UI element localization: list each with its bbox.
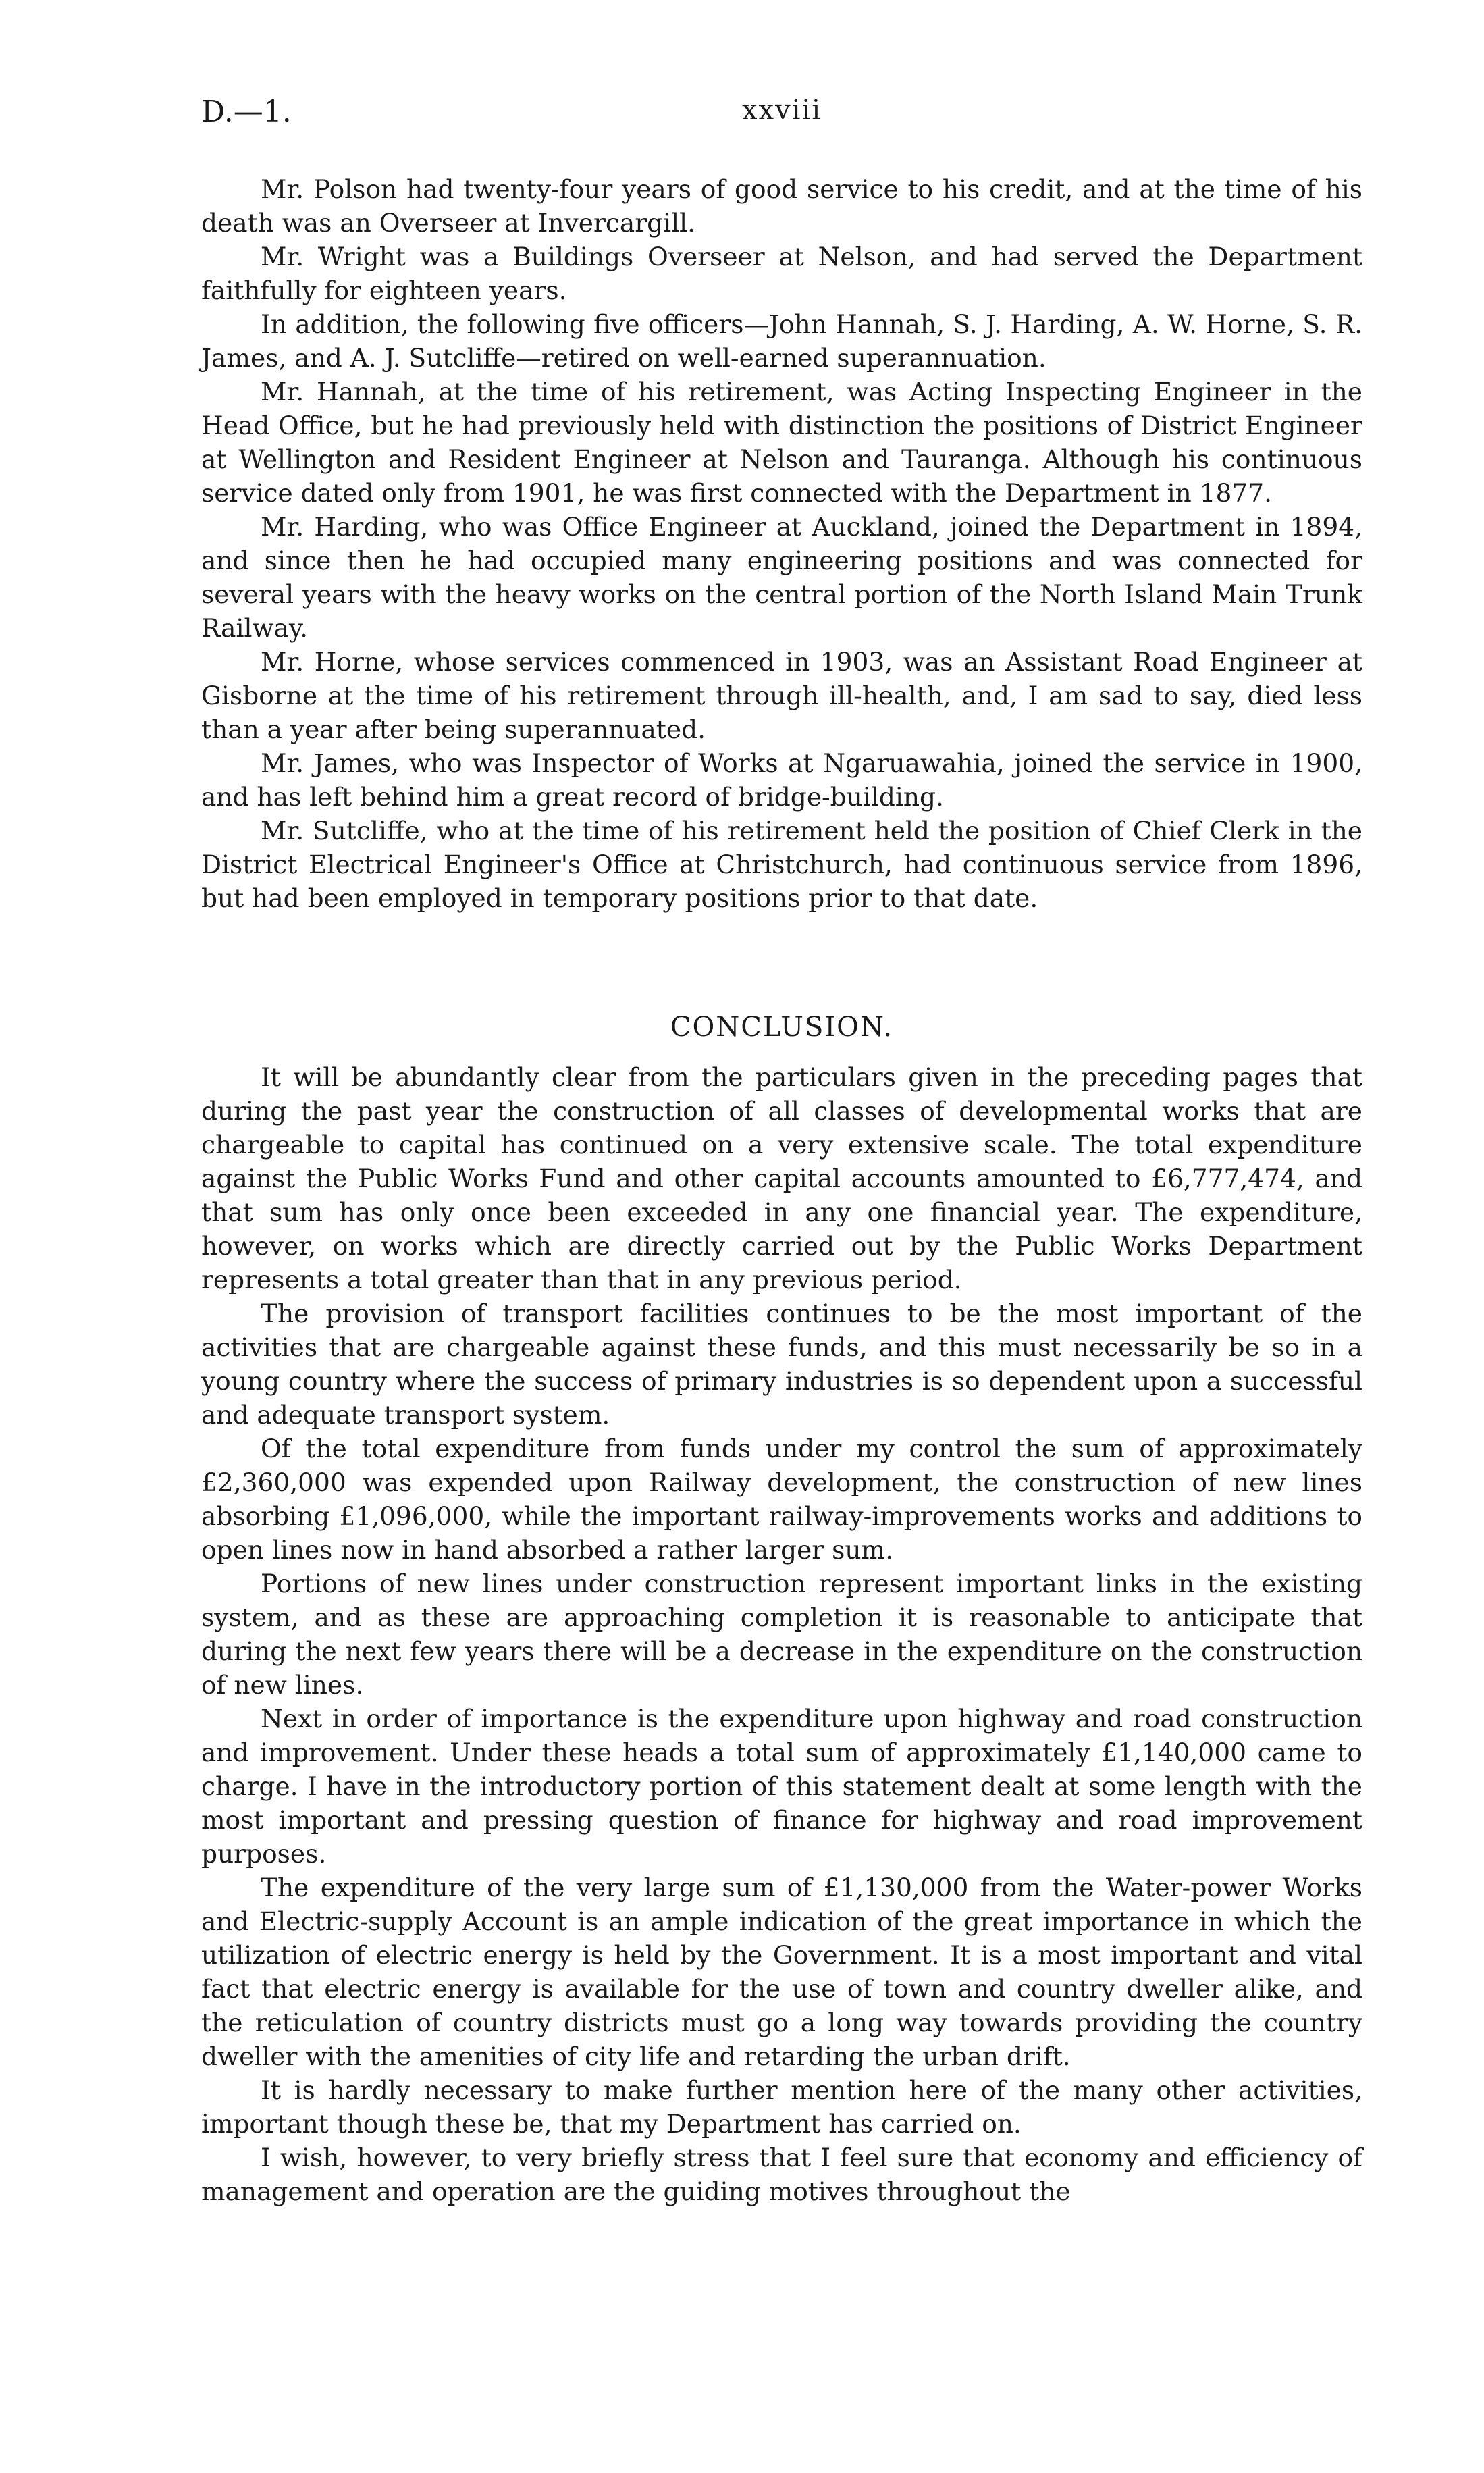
paragraph-polson: Mr. Polson had twenty-four years of good service to his credit, and at the time of his death was an Overseer at Invercargill.: [201, 174, 1362, 238]
paragraph-james: Mr. James, who was Inspector of Works at Ngaruawahia, joined the service in 1900, and has left behind him a great record of bridge-building.: [201, 748, 1362, 812]
page-number: xxviii: [741, 95, 822, 126]
paragraph-other-activities: It is hardly necessary to make further mention here of the many other activities, important though these be, that my Department has carried on.: [201, 2075, 1362, 2139]
paragraph-economy: I wish, however, to very briefly stress that I feel sure that economy and efficiency of management and operation are the guiding motives throughout the: [201, 2143, 1362, 2206]
retirements-section: [201, 172, 1362, 915]
paragraph-harding: Mr. Harding, who was Office Engineer at Auckland, joined the Department in 1894, and since then he had occupied many engineering positions and was connected for several years with the heavy works on the central portion of the North Island Main Trunk Railway.: [201, 512, 1362, 643]
page-header: [201, 95, 1362, 135]
paragraph-roads: Next in order of importance is the expenditure upon highway and road construction and improvement. Under these heads a total sum of approximately £1,140,000 came to charge. I have in the introductory portion of this statement dealt at some length with the most important and pressing question of finance for highway and road improvement purposes.: [201, 1704, 1362, 1869]
paragraph-wright: Mr. Wright was a Buildings Overseer at Nelson, and had served the Department faithfully for eighteen years.: [201, 242, 1362, 305]
paragraph-transport: The provision of transport facilities continues to be the most important of the activities that are chargeable against these funds, and this must necessarily be so in a young country where the success of primary industries is so dependent upon a successful and adequate transport system.: [201, 1299, 1362, 1430]
conclusion-section: [201, 1060, 1362, 2208]
paragraph-horne: Mr. Horne, whose services commenced in 1903, was an Assistant Road Engineer at Gisborne at the time of his retirement through ill-health, and, I am sad to say, died less than a year after being superannuated.: [201, 647, 1362, 744]
paragraph-railway: Of the total expenditure from funds under my control the sum of approximately £2,360,000 was expended upon Railway development, the construction of new lines absorbing £1,096,000, while the important railway-improvements works and additions to open lines now in hand absorbed a rather larger sum.: [201, 1434, 1362, 1565]
section-heading: CONCLUSION.: [670, 1012, 894, 1043]
paragraph-total-expenditure: It will be abundantly clear from the particulars given in the preceding pages that during the past year the construction of all classes of developmental works that are chargeable to capital has continued on a very extensive scale. The total expenditure against the Public Works Fund and other capital accounts amounted to £6,777,474, and that sum has only once been exceeded in any one financial year. The expenditure, however, on works which are directly carried out by the Public Works Department represents a total greater than that in any previous period.: [201, 1062, 1362, 1295]
document-reference: D.—1.: [201, 95, 292, 129]
paragraph-new-lines: Portions of new lines under construction represent important links in the existing system, and as these are approaching completion it is reasonable to anticipate that during the next few years there will be a decrease in the expenditure on the construction of new lines.: [201, 1569, 1362, 1700]
paragraph-electric: The expenditure of the very large sum of £1,130,000 from the Water-power Works and Electric-supply Account is an ample indication of the great importance in which the utilization of electric energy is held by the Government. It is a most important and vital fact that electric energy is available for the use of town and country dweller alike, and the reticulation of country districts must go a long way towards providing the country dweller with the amenities of city life and retarding the urban drift.: [201, 1873, 1362, 2071]
conclusion-heading-wrapper: [201, 1012, 1362, 1043]
paragraph-hannah: Mr. Hannah, at the time of his retirement, was Acting Inspecting Engineer in the Head Office, but he had previously held with distinction the positions of District Engineer at Wellington and Resident Engineer at Nelson and Tauranga. Although his continuous service dated only from 1901, he was first connected with the Department in 1877.: [201, 377, 1362, 508]
paragraph-sutcliffe: Mr. Sutcliffe, who at the time of his retirement held the position of Chief Clerk in the District Electrical Engineer's Office at Christchurch, had continuous service from 1896, but had been employed in temporary positions prior to that date.: [201, 816, 1362, 913]
paragraph-retired-officers: In addition, the following five officers—John Hannah, S. J. Harding, A. W. Horne, S. R. James, and A. J. Sutcliffe—retired on well-earned superannuation.: [201, 309, 1362, 373]
